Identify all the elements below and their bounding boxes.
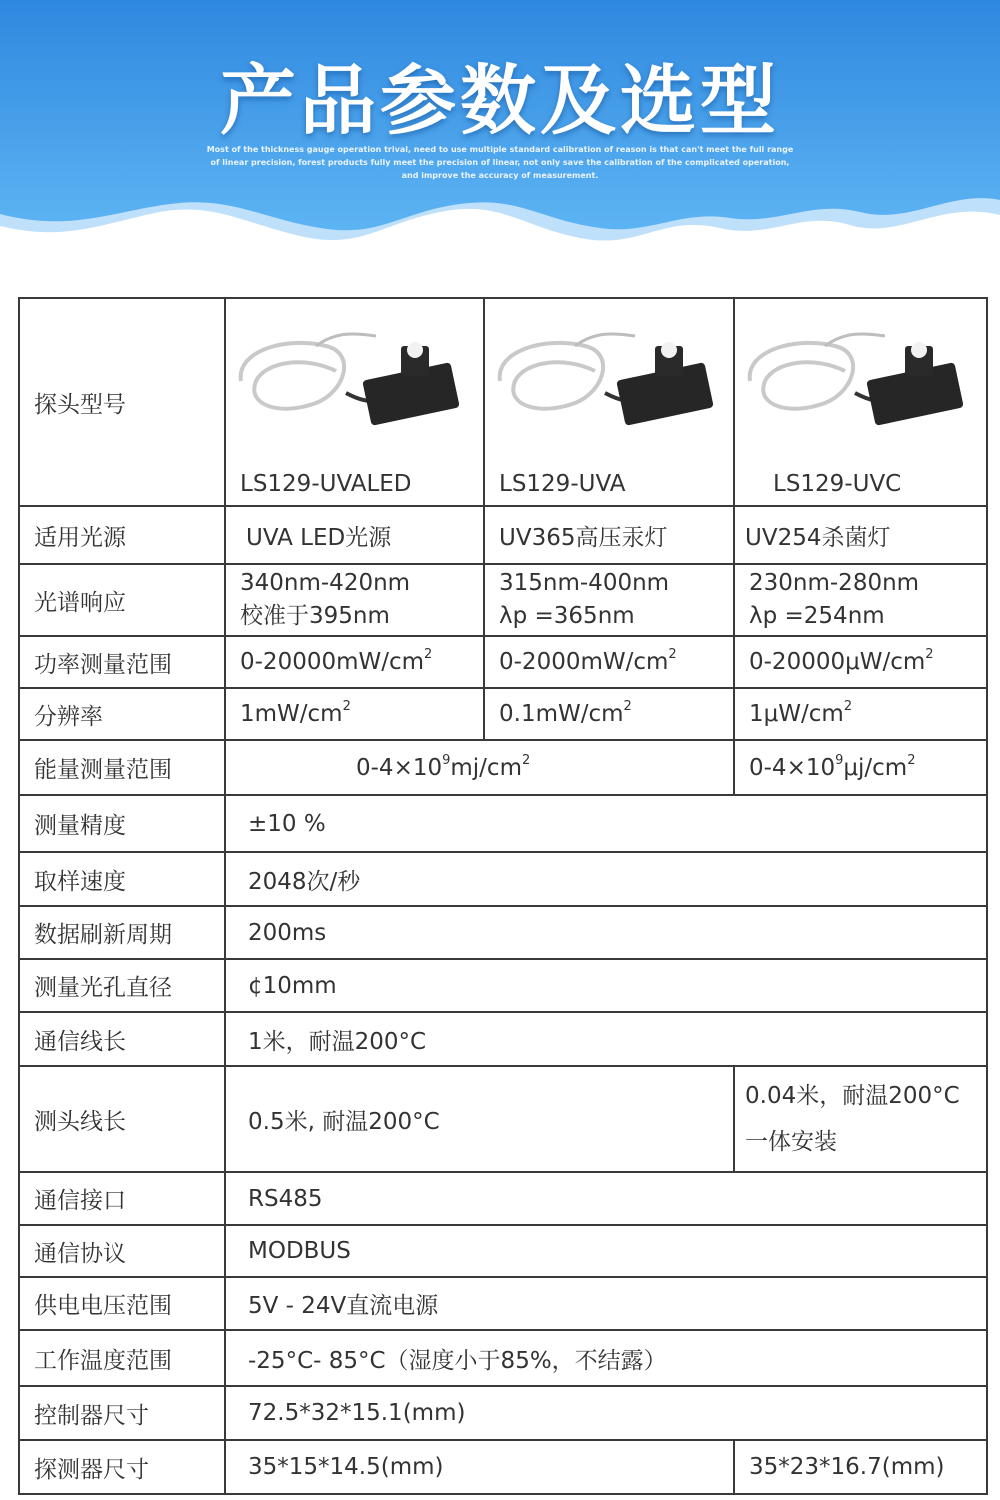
row-energy (19, 740, 987, 795)
resolution-sup-3: 2 (843, 699, 853, 714)
label-temperature: 工作温度范围 (19, 1330, 225, 1386)
spectral-range-2: 315nm-400nm (499, 570, 670, 596)
row-voltage (19, 1277, 987, 1330)
label-cable: 通信线长 (19, 1012, 225, 1066)
label-protocol: 通信协议 (19, 1225, 225, 1277)
value-aperture: ¢10mm (225, 959, 987, 1012)
row-power (19, 636, 987, 688)
resolution-value-2: 0.1mW/cm (499, 701, 624, 727)
value-controller-size: 72.5*32*15.1(mm) (225, 1386, 987, 1440)
label-voltage: 供电电压范围 (19, 1277, 225, 1330)
value-accuracy: ±10 % (225, 795, 987, 852)
power-value-2: 0-2000mW/cm (499, 649, 669, 675)
energy-exp-2: 9 (835, 752, 844, 768)
resolution-sup-2: 2 (623, 699, 632, 714)
spectral-peak-2: λp =365nm (499, 603, 635, 629)
model-name-3: LS129-UVC (773, 471, 902, 497)
energy-exp-1: 9 (442, 752, 451, 768)
label-controller-size: 控制器尺寸 (19, 1386, 225, 1440)
power-sup-1: 2 (424, 647, 433, 662)
energy-unit-2: μj/cm (843, 754, 908, 781)
row-interface (19, 1172, 987, 1225)
probe-cable-length-2: 0.04米，耐温200°C (745, 1083, 960, 1109)
row-resolution (19, 688, 987, 740)
power-value-3: 0-20000μW/cm (749, 649, 926, 675)
label-spectral: 光谱响应 (19, 564, 225, 636)
row-sampling (19, 852, 987, 906)
label-refresh: 数据刷新周期 (19, 906, 225, 959)
value-sampling: 2048次/秒 (225, 852, 987, 906)
probe-cable-note-2: 一体安装 (745, 1129, 837, 1155)
value-power-3 (734, 636, 987, 688)
probe-product-image (226, 311, 481, 451)
resolution-sup-1: 2 (342, 699, 351, 714)
value-power-2 (484, 636, 734, 688)
value-interface: RS485 (225, 1172, 987, 1225)
row-spectral (19, 564, 987, 636)
energy-unit-1: mj/cm (450, 754, 522, 781)
value-voltage: 5V - 24V直流电源 (225, 1277, 987, 1330)
value-refresh: 200ms (225, 906, 987, 959)
value-light-source-1: UVA LED光源 (225, 506, 484, 564)
energy-pre-1: 0-4×10 (356, 754, 443, 781)
model-name-2: LS129-UVA (499, 471, 626, 497)
spec-table (18, 297, 988, 1495)
value-power-1 (225, 636, 484, 688)
value-light-source-3: UV254杀菌灯 (734, 506, 987, 564)
resolution-value-1: 1mW/cm (240, 701, 343, 727)
power-value-1: 0-20000mW/cm (240, 649, 425, 675)
label-model: 探头型号 (19, 298, 225, 506)
value-resolution-3 (734, 688, 987, 740)
label-sampling: 取样速度 (19, 852, 225, 906)
row-controller-size (19, 1386, 987, 1440)
page-title: 产品参数及选型 (220, 56, 780, 145)
row-probe-size (19, 1440, 987, 1494)
spectral-range-3: 230nm-280nm (749, 570, 920, 596)
header-banner (0, 0, 1000, 280)
value-spectral-1 (225, 564, 484, 636)
label-resolution: 分辨率 (19, 688, 225, 740)
row-accuracy (19, 795, 987, 852)
power-sup-3: 2 (925, 647, 934, 662)
value-spectral-2 (484, 564, 734, 636)
value-probe-cable-1: 0.5米, 耐温200°C (225, 1066, 734, 1172)
row-model (19, 298, 987, 506)
row-refresh (19, 906, 987, 959)
label-power: 功率测量范围 (19, 636, 225, 688)
row-probe-cable (19, 1066, 987, 1172)
probe-product-image (485, 311, 735, 451)
value-probe-cable-2 (734, 1066, 987, 1172)
label-probe-cable: 测头线长 (19, 1066, 225, 1172)
row-aperture (19, 959, 987, 1012)
label-energy: 能量测量范围 (19, 740, 225, 795)
value-resolution-1 (225, 688, 484, 740)
spectral-peak-1: 校准于395nm (240, 603, 390, 629)
value-spectral-3 (734, 564, 987, 636)
label-interface: 通信接口 (19, 1172, 225, 1225)
label-light-source: 适用光源 (19, 506, 225, 564)
value-protocol: MODBUS (225, 1225, 987, 1277)
label-probe-size: 探测器尺寸 (19, 1440, 225, 1494)
value-light-source-2: UV365高压汞灯 (484, 506, 734, 564)
energy-sq-2: 2 (907, 752, 916, 768)
value-probe-size-2: 35*23*16.7(mm) (734, 1440, 987, 1494)
value-temperature: -25°C- 85°C（湿度小于85%，不结露） (225, 1330, 987, 1386)
label-aperture: 测量光孔直径 (19, 959, 225, 1012)
model-cell-1 (225, 298, 484, 506)
probe-product-image (735, 311, 985, 451)
power-sup-2: 2 (668, 647, 677, 662)
spectral-peak-3: λp =254nm (749, 603, 885, 629)
spectral-range-1: 340nm-420nm (240, 570, 411, 596)
energy-sq-1: 2 (522, 752, 531, 768)
label-accuracy: 测量精度 (19, 795, 225, 852)
energy-pre-2: 0-4×10 (749, 754, 836, 781)
model-cell-2 (484, 298, 734, 506)
value-energy-2 (734, 740, 987, 795)
page-subtitle: Most of the thickness gauge operation trival, need to use multiple standard calibration of reason is that can't meet the full range of linear precision, forest products fully meet the precision of linear, not only save the calibration of the complicated operation, and improve the accuracy of measurement. (206, 145, 794, 180)
model-cell-3 (734, 298, 987, 506)
row-protocol (19, 1225, 987, 1277)
model-name-1: LS129-UVALED (240, 471, 412, 497)
value-probe-size-1: 35*15*14.5(mm) (225, 1440, 734, 1494)
value-resolution-2 (484, 688, 734, 740)
value-energy-1 (225, 740, 734, 795)
row-light-source (19, 506, 987, 564)
row-temperature (19, 1330, 987, 1386)
value-cable: 1米，耐温200°C (225, 1012, 987, 1066)
resolution-value-3: 1μW/cm (749, 701, 844, 727)
row-cable (19, 1012, 987, 1066)
